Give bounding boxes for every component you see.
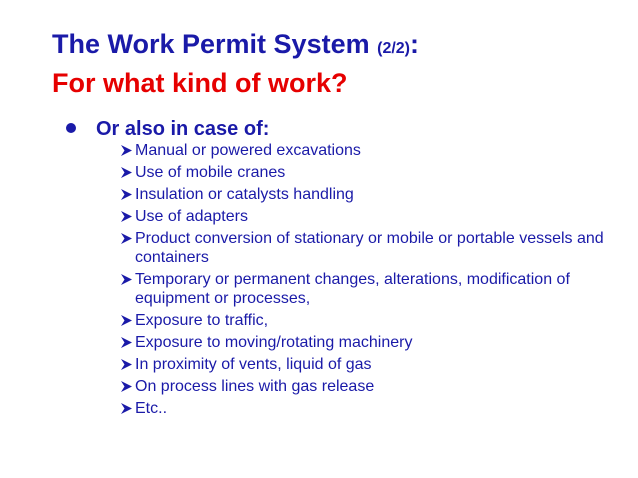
bullet-dot-icon	[66, 123, 76, 133]
list-item	[121, 207, 611, 226]
arrow-bullet-icon	[121, 337, 132, 348]
list-item-text: Use of mobile cranes	[135, 164, 286, 181]
slide-subtitle: For what kind of work?	[52, 68, 348, 98]
arrow-bullet-icon	[121, 274, 132, 285]
list-item	[121, 311, 611, 330]
arrow-bullet-icon	[121, 189, 132, 200]
list-item-text: Product conversion of stationary or mobile or portable vessels and containers	[135, 230, 604, 266]
list-item	[121, 229, 611, 267]
slide-title	[52, 27, 419, 100]
list-item	[121, 141, 611, 160]
title-main: The Work Permit System	[52, 29, 378, 59]
list-item-text: On process lines with gas release	[135, 378, 375, 395]
arrow-bullet-icon	[121, 145, 132, 156]
list-item-text: Use of adapters	[135, 208, 248, 225]
list-item	[121, 163, 611, 182]
list-item-text: Manual or powered excavations	[135, 142, 361, 159]
arrow-bullet-icon	[121, 315, 132, 326]
list-item	[121, 355, 611, 374]
work-cases-list	[121, 141, 611, 421]
main-bullet	[66, 117, 269, 141]
list-item-text: Insulation or catalysts handling	[135, 186, 354, 203]
list-item	[121, 399, 611, 418]
list-item	[121, 333, 611, 352]
list-item-text: In proximity of vents, liquid of gas	[135, 356, 372, 373]
arrow-bullet-icon	[121, 381, 132, 392]
list-item-text: Temporary or permanent changes, alterations, modification of equipment or processes,	[135, 271, 570, 307]
list-item-text: Etc..	[135, 400, 168, 417]
list-item	[121, 377, 611, 396]
list-item-text: Exposure to moving/rotating machinery	[135, 334, 413, 351]
list-item	[121, 185, 611, 204]
main-bullet-text: Or also in case of:	[96, 118, 270, 140]
list-item-text: Exposure to traffic,	[135, 312, 269, 329]
title-page-indicator: (2/2)	[377, 40, 411, 57]
title-line	[52, 27, 419, 66]
arrow-bullet-icon	[121, 359, 132, 370]
arrow-bullet-icon	[121, 167, 132, 178]
arrow-bullet-icon	[121, 403, 132, 414]
arrow-bullet-icon	[121, 211, 132, 222]
title-colon: :	[410, 29, 420, 59]
list-item	[121, 270, 611, 308]
arrow-bullet-icon	[121, 233, 132, 244]
